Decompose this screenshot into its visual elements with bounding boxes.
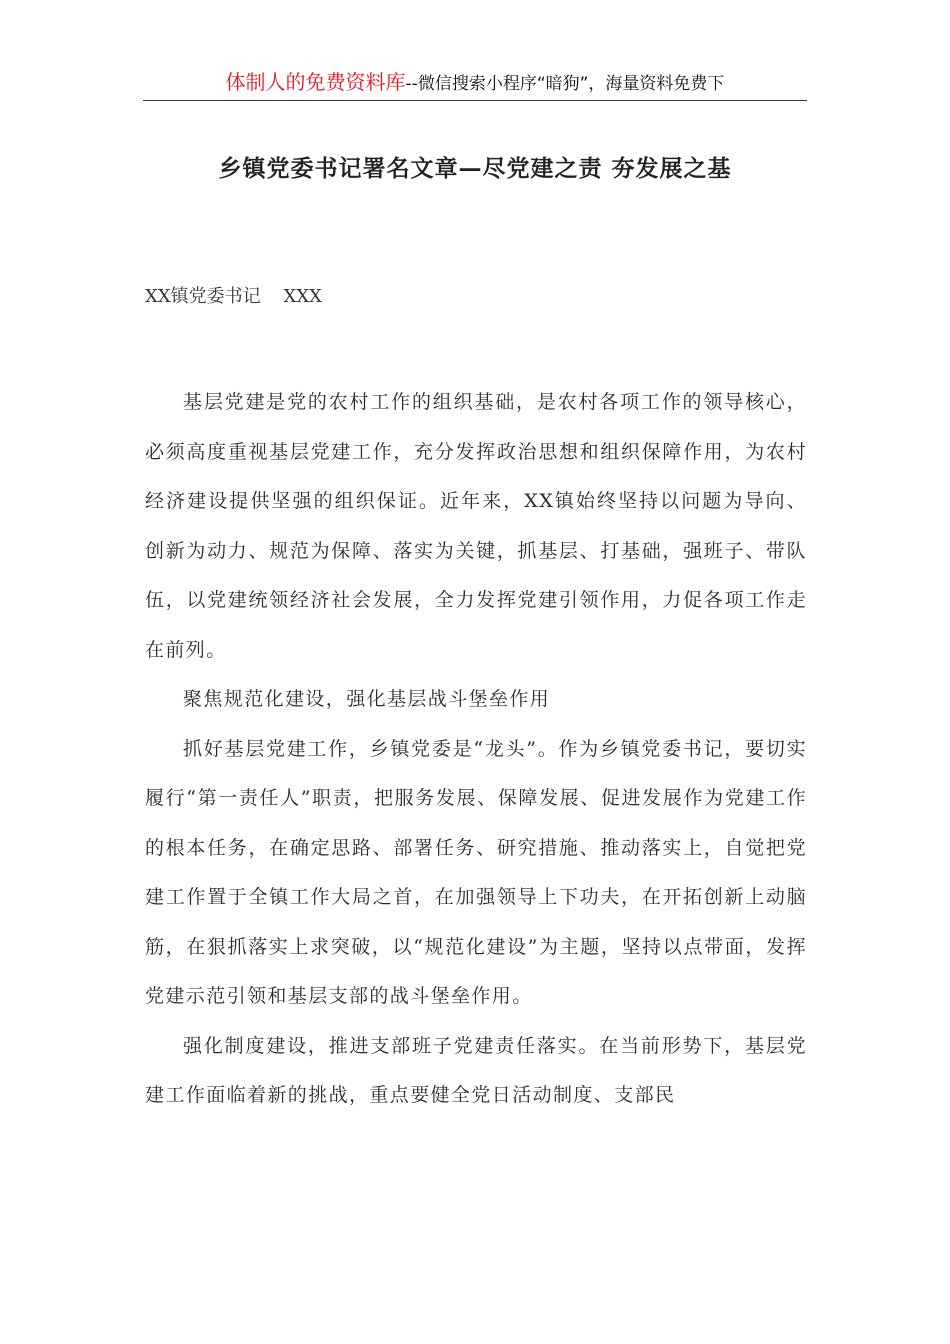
paragraph-responsibility: 抓好基层党建工作，乡镇党委是“龙头”。作为乡镇党委书记，要切实履行“第一责任人”职责，把服务发展、保障发展、促进发展作为党建工作的根本任务，在确定思路、部署任务、研究措施、推动落实上，自觉把党建工作置于全镇工作大局之首，在加强领导上下功夫，在开拓创新上动脑筋，在狠抓落实上求突破，以“规范化建设”为主题，坚持以点带面，发挥党建示范引领和基层支部的战斗堡垒作用。 <box>145 737 807 1007</box>
section-heading: 聚焦规范化建设，强化基层战斗堡垒作用 <box>183 688 551 710</box>
header-brand: 体制人的免费资料库 <box>225 70 406 94</box>
paragraph-intro: 基层党建是党的农村工作的组织基础，是农村各项工作的领导核心，必须高度重视基层党建工作，充分发挥政治思想和组织保障作用，为农村经济建设提供坚强的组织保证。近年来，XX镇始终坚持以问题为导向、创新为动力、规范为保障、落实为关键，抓基层、打基础，强班子、带队伍，以党建统领经济社会发展，全力发挥党建引领作用，力促各项工作走在前列。 <box>145 391 807 661</box>
document-body <box>145 378 807 1121</box>
author-byline: XX镇党委书记 XXX <box>145 286 322 307</box>
page-header <box>143 66 807 101</box>
document-title: 乡镇党委书记署名文章—尽党建之责 夯发展之基 <box>218 155 732 182</box>
paragraph-system-building: 强化制度建设，推进支部班子党建责任落实。在当前形势下，基层党建工作面临着新的挑战，重点要健全党日活动制度、支部民 <box>145 1034 807 1106</box>
header-promo: --微信搜索小程序“暗狗”，海量资料免费下 <box>405 74 725 94</box>
